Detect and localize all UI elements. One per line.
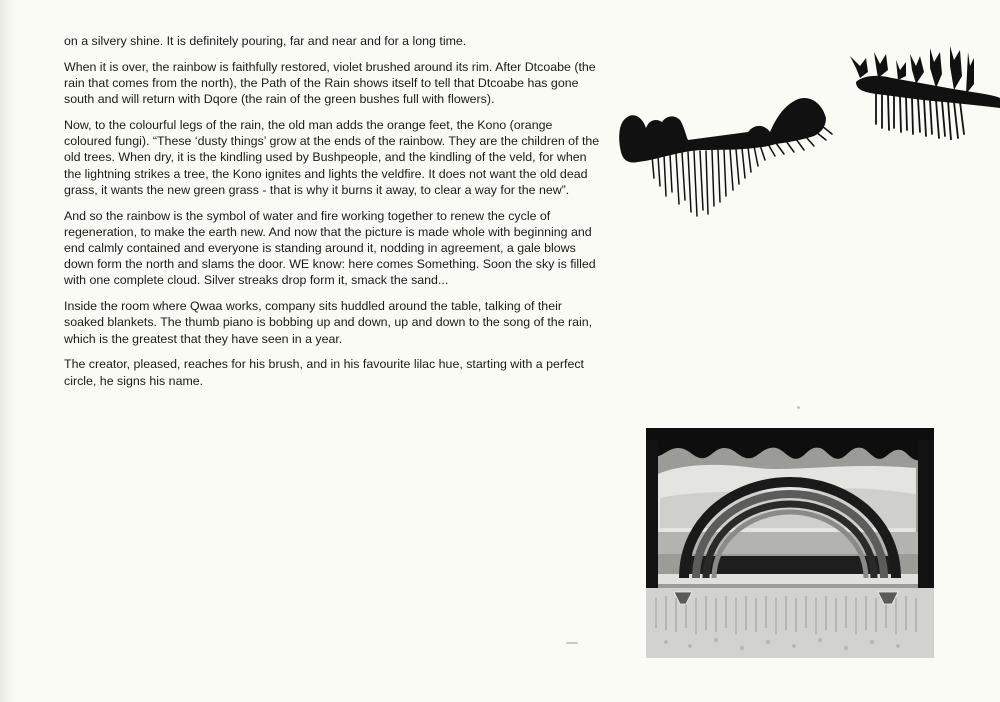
- paragraph: on a silvery shine. It is definitely pouring, far and near and for a long time.: [64, 34, 467, 48]
- rain-animal-illustration: [846, 44, 1000, 140]
- rain-cloud-illustration: [616, 92, 842, 224]
- paragraph: When it is over, the rainbow is faithfully restored, violet brushed around its rim. After Dtcoabe (the rain that comes from the north), the Path of the Rain shows itself to tell that Dtcoabe has gone south and will return with Dqore (the rain of the green bushes full with flowers).: [64, 59, 596, 107]
- paragraph: Inside the room where Qwaa works, company sits huddled around the table, talking of their soaked blankets. The thumb piano is bobbing up and down, up and down to the song of the rain, which is the greatest that they have seen in a year.: [64, 299, 593, 346]
- scan-speck: [797, 406, 800, 409]
- paragraph: Now, to the colourful legs of the rain, the old man adds the orange feet, the Kono (orange coloured fungi). “These ‘dusty things’ grow at the ends of the rainbow. They are the children of the old trees. When dry, it is the kindling used by Bushpeople, and the kindling of the veld, for when the lightning strikes a tree, the Kono ignites and lights the veldfire. It does not want the old dead grass, it wants the new green grass - that is why it burns it away, to clear a way for the new”.: [64, 118, 600, 197]
- page-edge-shadow: [0, 0, 14, 702]
- paragraph: And so the rainbow is the symbol of water and fire working together to renew the cycle of regeneration, to make the earth new. And now that the picture is made whole with beginning and end calmly contained and everyone is standing around it, nodding in agreement, a gale blows down form the north and slams the door. WE know: here comes Something. Soon the sky is filled with one complete cloud. Silver streaks drop form it, smack the sand...: [64, 208, 596, 288]
- rainbow-painting: [646, 428, 934, 658]
- scan-speck: [566, 642, 578, 644]
- body-text: [64, 33, 600, 398]
- paragraph: The creator, pleased, reaches for his brush, and in his favourite lilac hue, starting with a perfect circle, he signs his name.: [64, 357, 584, 388]
